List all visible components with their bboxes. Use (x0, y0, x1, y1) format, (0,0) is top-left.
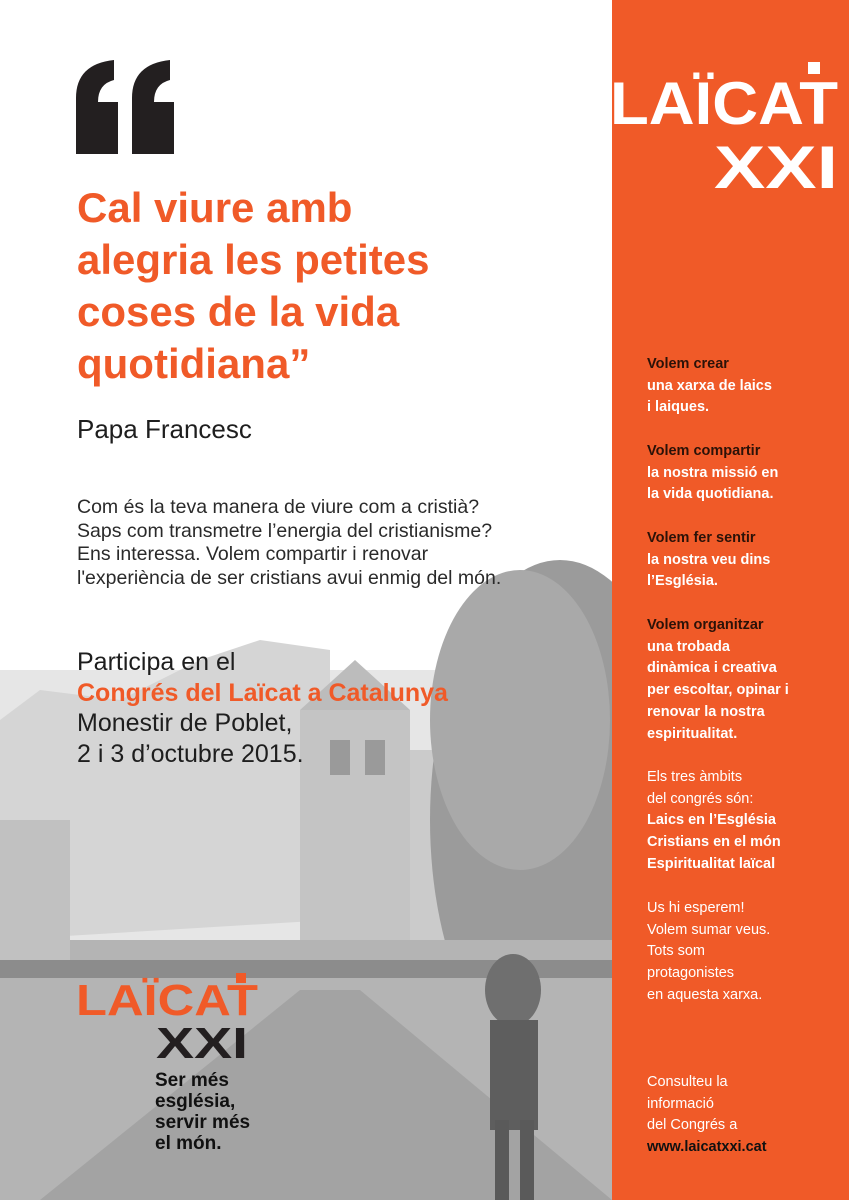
goal-3 (647, 528, 770, 593)
laicat-logo-top (610, 62, 842, 192)
goal-line: espiritualitat. (647, 725, 738, 742)
quote-line: Cal viure amb (77, 184, 353, 231)
event-date: 2 i 3 d’octubre 2015. (77, 739, 304, 768)
goal-line: una trobada (647, 638, 730, 655)
logo-word: LAÏCAT (610, 70, 838, 137)
closing (647, 898, 770, 1007)
goal-2 (647, 441, 778, 506)
event-place: Monestir de Poblet, (77, 709, 293, 737)
info-line: Consulteu la (647, 1074, 728, 1090)
quote-line: alegria les petites (77, 236, 430, 283)
goal-title: Volem organitzar (647, 617, 764, 633)
motto-line: el món. (155, 1133, 222, 1154)
info-line: informació (647, 1095, 714, 1112)
goal-line: dinàmica i creativa (647, 660, 777, 677)
closing-line: en aquesta xarxa. (647, 986, 763, 1003)
logo-numeral: XXI (714, 134, 838, 192)
quote-line: coses de la vida (77, 288, 400, 335)
quote-mark-icon (74, 58, 178, 154)
scope-item: Espiritualitat laïcal (647, 855, 776, 872)
intro-text (77, 496, 602, 590)
logo-word: LAÏCAT (76, 976, 259, 1025)
laicat-logo-bottom (76, 973, 266, 1063)
goal-line: la nostra missió en (647, 464, 779, 481)
info (647, 1072, 767, 1159)
goal-4 (647, 615, 789, 745)
logo-numeral: XXI (156, 1019, 248, 1063)
intro-line: Com és la teva manera de viure com a cristià? (77, 496, 480, 518)
intro-line: Saps com transmetre l’energia del cristianisme? (77, 519, 493, 542)
quote-line: quotidiana” (77, 340, 311, 387)
closing-line: Us hi esperem! (647, 900, 745, 916)
event-invite: Participa en el (77, 648, 236, 676)
goal-line: i laiques. (647, 399, 710, 416)
scopes-intro: del congrés són: (647, 790, 754, 807)
goal-title: Volem crear (647, 356, 729, 372)
event-info (77, 647, 448, 769)
goal-title: Volem fer sentir (647, 530, 756, 546)
goal-title: Volem compartir (647, 443, 761, 459)
intro-line: l'experiència de ser cristians avui enmig del món. (77, 566, 502, 589)
scopes-intro: Els tres àmbits (647, 769, 743, 785)
closing-line: Tots som (647, 943, 706, 960)
scope-item: Laics en l’Església (647, 812, 776, 829)
goal-line: renovar la nostra (647, 703, 765, 720)
motto-line: servir més (155, 1112, 251, 1133)
goal-line: la nostra veu dins (647, 551, 771, 568)
motto (155, 1070, 250, 1154)
goal-1 (647, 354, 772, 419)
event-name: Congrés del Laïcat a Catalunya (77, 678, 448, 707)
quote-author: Papa Francesc (77, 414, 252, 444)
goal-line: una xarxa de laics (647, 377, 772, 394)
goal-line: per escoltar, opinar i (647, 682, 789, 699)
info-line: del Congrés a (647, 1117, 738, 1134)
scope-item: Cristians en el món (647, 834, 781, 851)
closing-line: Volem sumar veus. (647, 921, 771, 938)
quote-text (77, 182, 597, 390)
motto-line: Ser més (155, 1070, 229, 1091)
closing-line: protagonistes (647, 965, 735, 982)
goal-line: la vida quotidiana. (647, 486, 774, 503)
intro-line: Ens interessa. Volem compartir i renovar (77, 543, 429, 566)
scopes (647, 767, 781, 876)
website-link[interactable]: www.laicatxxi.cat (647, 1139, 767, 1156)
motto-line: església, (155, 1091, 236, 1112)
goal-line: l’Església. (647, 573, 718, 590)
